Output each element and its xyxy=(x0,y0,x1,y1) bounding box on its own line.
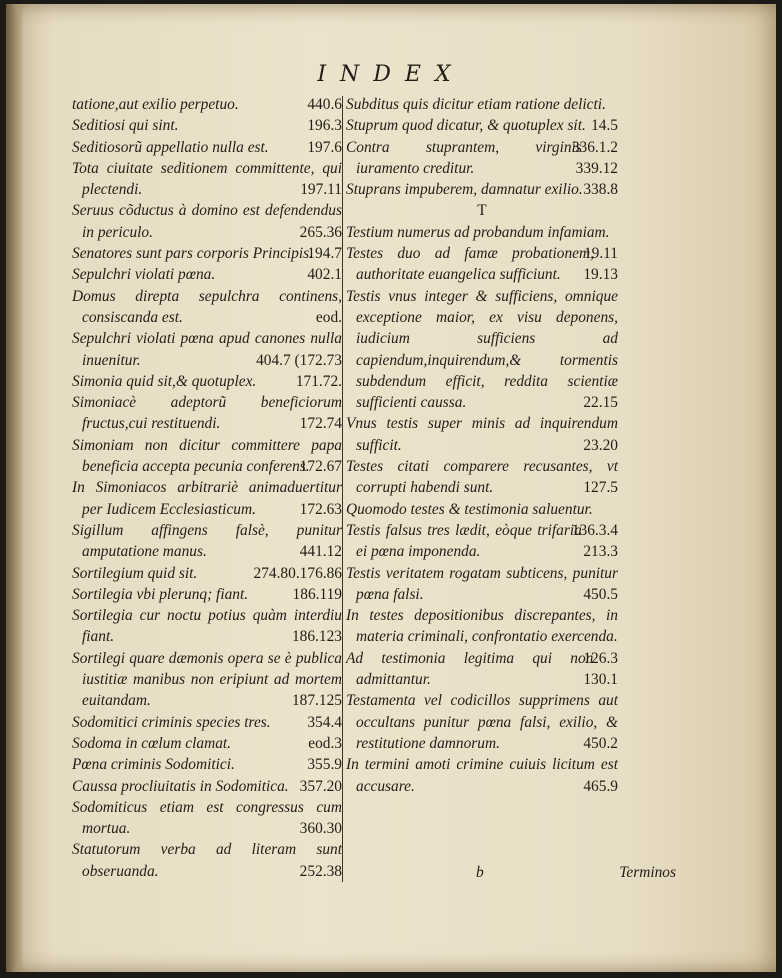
entry-text: Simoniam non dicitur committere papa beneficia accepta pecunia conferens. xyxy=(72,436,342,476)
entry-reference: 338.8 xyxy=(583,181,618,199)
index-entry xyxy=(72,371,342,392)
index-entry xyxy=(346,456,618,499)
index-entry xyxy=(346,413,618,456)
entry-text: Ad testimonia legitima qui non admittantur. xyxy=(346,649,594,689)
entry-reference: 336.1.2 xyxy=(571,138,618,156)
entry-text: In termini amoti crimine cuiuis licitum est accusare. xyxy=(346,756,618,795)
index-entry xyxy=(72,520,342,563)
entry-text: Testamenta vel codicillos supprimens aut occultans punitur pœna falsi, exilio, & restitutione damnorum. xyxy=(346,692,618,752)
entry-reference: 14.5 xyxy=(591,117,618,135)
index-entry xyxy=(346,563,618,606)
entry-text: Caussa procliuitatis in Sodomitica. xyxy=(72,777,289,795)
entry-text: Testium numerus ad probandum infamiam. xyxy=(346,223,610,241)
entry-text: In testes depositionibus discrepantes, in materia criminali, confrontatio exercenda. xyxy=(346,607,618,646)
entry-text: Sodomitici criminis species tres. xyxy=(72,713,271,731)
entry-reference: 465.9 xyxy=(583,777,618,795)
entry-reference: 265.36 xyxy=(299,223,342,241)
entry-reference: 252.38 xyxy=(299,862,342,880)
index-entry xyxy=(72,477,342,520)
entry-text: Seditiosi qui sint. xyxy=(72,117,179,135)
index-entry xyxy=(72,648,342,712)
entry-reference: 186.123 xyxy=(291,628,342,646)
entry-reference: 339.12 xyxy=(575,159,618,177)
entry-text: Sortilegi quare dæmonis opera se è publica iustitiæ manibus non eripiunt ad mortem euitandam. xyxy=(72,649,342,710)
entry-text: Tota ciuitate seditionem committente, qui plectendi. xyxy=(72,159,342,199)
entry-text: Sortilegia cur noctu potius quàm interdiu fiant. xyxy=(72,607,342,646)
index-entry xyxy=(72,754,342,775)
entry-reference: 450.5 xyxy=(583,585,618,603)
index-entry xyxy=(72,712,342,733)
entry-text: Testis falsus tres lædit, eòque trifaria ei pœna imponenda. xyxy=(346,521,582,561)
index-entry xyxy=(72,839,342,882)
index-entry xyxy=(346,605,618,667)
catchword: Terminos xyxy=(619,864,676,881)
index-entry xyxy=(72,286,342,329)
index-entry xyxy=(346,754,618,797)
index-entry xyxy=(346,690,618,754)
entry-text: Sodoma in cœlum clamat. xyxy=(72,734,232,752)
entry-reference: 19.11 xyxy=(583,245,618,263)
index-entry xyxy=(346,243,618,286)
entry-reference: 440.6 xyxy=(307,96,342,113)
entry-reference: 22.15 xyxy=(583,394,618,412)
entry-text: Pœna criminis Sodomitici. xyxy=(72,756,235,774)
entry-reference: 172.67 xyxy=(299,458,342,476)
entry-text: Sortilegia vbi plerunq; fiant. xyxy=(72,585,249,603)
entry-text: Subditus quis dicitur etiam ratione delicti. xyxy=(346,96,606,113)
entry-reference: 126.3 xyxy=(583,649,618,667)
entry-text: Quomodo testes & testimonia saluentur. xyxy=(346,500,593,518)
index-entry xyxy=(346,648,618,691)
page-heading: INDEX xyxy=(317,62,465,87)
entry-reference: 450.2 xyxy=(583,734,618,752)
index-entry xyxy=(72,200,342,243)
entry-text: Stuprans impuberem, damnatur exilio. xyxy=(346,181,583,199)
entry-text: Simonia quid sit,& quotuplex. xyxy=(72,372,257,390)
column-divider xyxy=(342,96,343,882)
entry-reference: 196.3 xyxy=(307,117,342,135)
index-entry xyxy=(346,179,618,200)
entry-text: Testis vnus integer & sufficiens, omnique exceptione maior, ex visu deponens, iudicium sufficiens ad capiendum,inquirendum,& tormentis subdendum efficit, reddita scientiæ sufficienti caussa. xyxy=(346,287,618,412)
entry-text: Seruus cõductus à domino est defendendus in periculo. xyxy=(72,202,342,241)
entry-text: Sepulchri violati pœna. xyxy=(72,266,216,284)
entry-reference: eod. xyxy=(315,308,342,326)
entry-text: Statutorum verba ad literam sunt obseruanda. xyxy=(72,841,342,880)
entry-reference: 441.12 xyxy=(299,543,342,561)
index-entry xyxy=(72,264,342,285)
entry-reference: 172.63 xyxy=(299,500,342,518)
index-entry xyxy=(72,243,342,264)
entry-text: Sigillum affingens falsè, punitur amputatione manus. xyxy=(72,521,342,561)
index-entry xyxy=(346,520,618,563)
entry-reference: eod.3 xyxy=(308,734,342,752)
left-column xyxy=(72,94,342,882)
index-entry xyxy=(346,115,618,156)
index-entry xyxy=(346,137,618,180)
index-entry xyxy=(346,499,618,539)
entry-reference: 186.119 xyxy=(292,585,342,603)
signature-mark: b xyxy=(476,864,484,881)
entry-reference: 274.80.176.86 xyxy=(253,564,342,582)
entry-text: Contra stuprantem, virginis iuramento creditur. xyxy=(346,138,582,177)
index-entry xyxy=(72,328,342,371)
index-entry xyxy=(72,94,342,115)
entry-reference: 23.20 xyxy=(583,436,618,454)
index-entry xyxy=(72,435,342,478)
entry-reference: 172.74 xyxy=(299,415,342,433)
entry-reference: 360.30 xyxy=(299,820,342,838)
entry-reference: 130.1 xyxy=(583,671,618,689)
index-entry xyxy=(72,115,342,136)
entry-reference: 197.6 xyxy=(307,138,342,156)
entry-text: Domus direpta sepulchra continens, consiscanda est. xyxy=(72,287,342,326)
entry-text: Seditiosorũ appellatio nulla est. xyxy=(72,138,269,156)
entry-text: Simoniacè adeptorũ beneficiorum fructus,cui restituendi. xyxy=(72,394,342,433)
right-column xyxy=(346,94,618,797)
entry-reference: 404.7 (172.73 xyxy=(256,351,342,369)
entry-reference: 357.20 xyxy=(299,777,342,795)
entry-text: Testes duo ad famæ probationem, authoritate euangelica sufficiunt. xyxy=(346,245,594,284)
entry-text: In Simoniacos arbitrariè animaduertitur per Iudicem Ecclesiasticum. xyxy=(72,479,342,518)
entry-reference: 187.125 xyxy=(291,692,342,710)
index-entry xyxy=(72,776,342,797)
entry-reference: 194.7 xyxy=(307,245,342,263)
index-entry xyxy=(72,605,342,648)
entry-reference: 213.3 xyxy=(583,543,618,561)
entry-text: Stuprum quod dicatur, & quotuplex sit. xyxy=(346,117,586,135)
index-entry xyxy=(72,797,342,840)
index-entry xyxy=(72,584,342,605)
entry-reference: 136.3.4 xyxy=(571,521,618,539)
entry-text: Testis veritatem rogatam subticens, punitur pœna falsi. xyxy=(346,564,618,603)
entry-reference: 19.13 xyxy=(583,266,618,284)
entry-text: Testes citati comparere recusantes, vt corrupti habendi sunt. xyxy=(346,458,618,497)
entry-text: Sortilegium quid sit. xyxy=(72,564,198,582)
index-entry xyxy=(346,222,618,263)
entry-text: Senatores sunt pars corporis Principis. xyxy=(72,245,313,263)
entry-reference: 354.4 xyxy=(307,713,342,731)
index-entry xyxy=(72,158,342,201)
entry-reference: 171.72. xyxy=(295,372,342,390)
entry-text: Sodomiticus etiam est congressus cum mortua. xyxy=(72,798,342,838)
entry-reference: 402.1 xyxy=(307,266,342,284)
entry-text: Vnus testis super minis ad inquirendum sufficit. xyxy=(346,415,618,454)
page-gutter xyxy=(6,4,24,972)
index-entry xyxy=(72,563,342,584)
index-entry xyxy=(72,137,342,158)
index-entry xyxy=(346,286,618,414)
index-entry xyxy=(72,733,342,754)
book-page xyxy=(6,4,776,972)
section-letter: T xyxy=(477,202,487,220)
entry-text: Sepulchri violati pœna apud canones nulla inuenitur. xyxy=(72,330,342,369)
entry-reference: 355.9 xyxy=(307,756,342,774)
entry-text: tatione,aut exilio perpetuo. xyxy=(72,96,239,113)
index-entry xyxy=(72,392,342,435)
entry-reference: 197.11 xyxy=(300,181,342,199)
entry-reference: 127.5 xyxy=(583,479,618,497)
